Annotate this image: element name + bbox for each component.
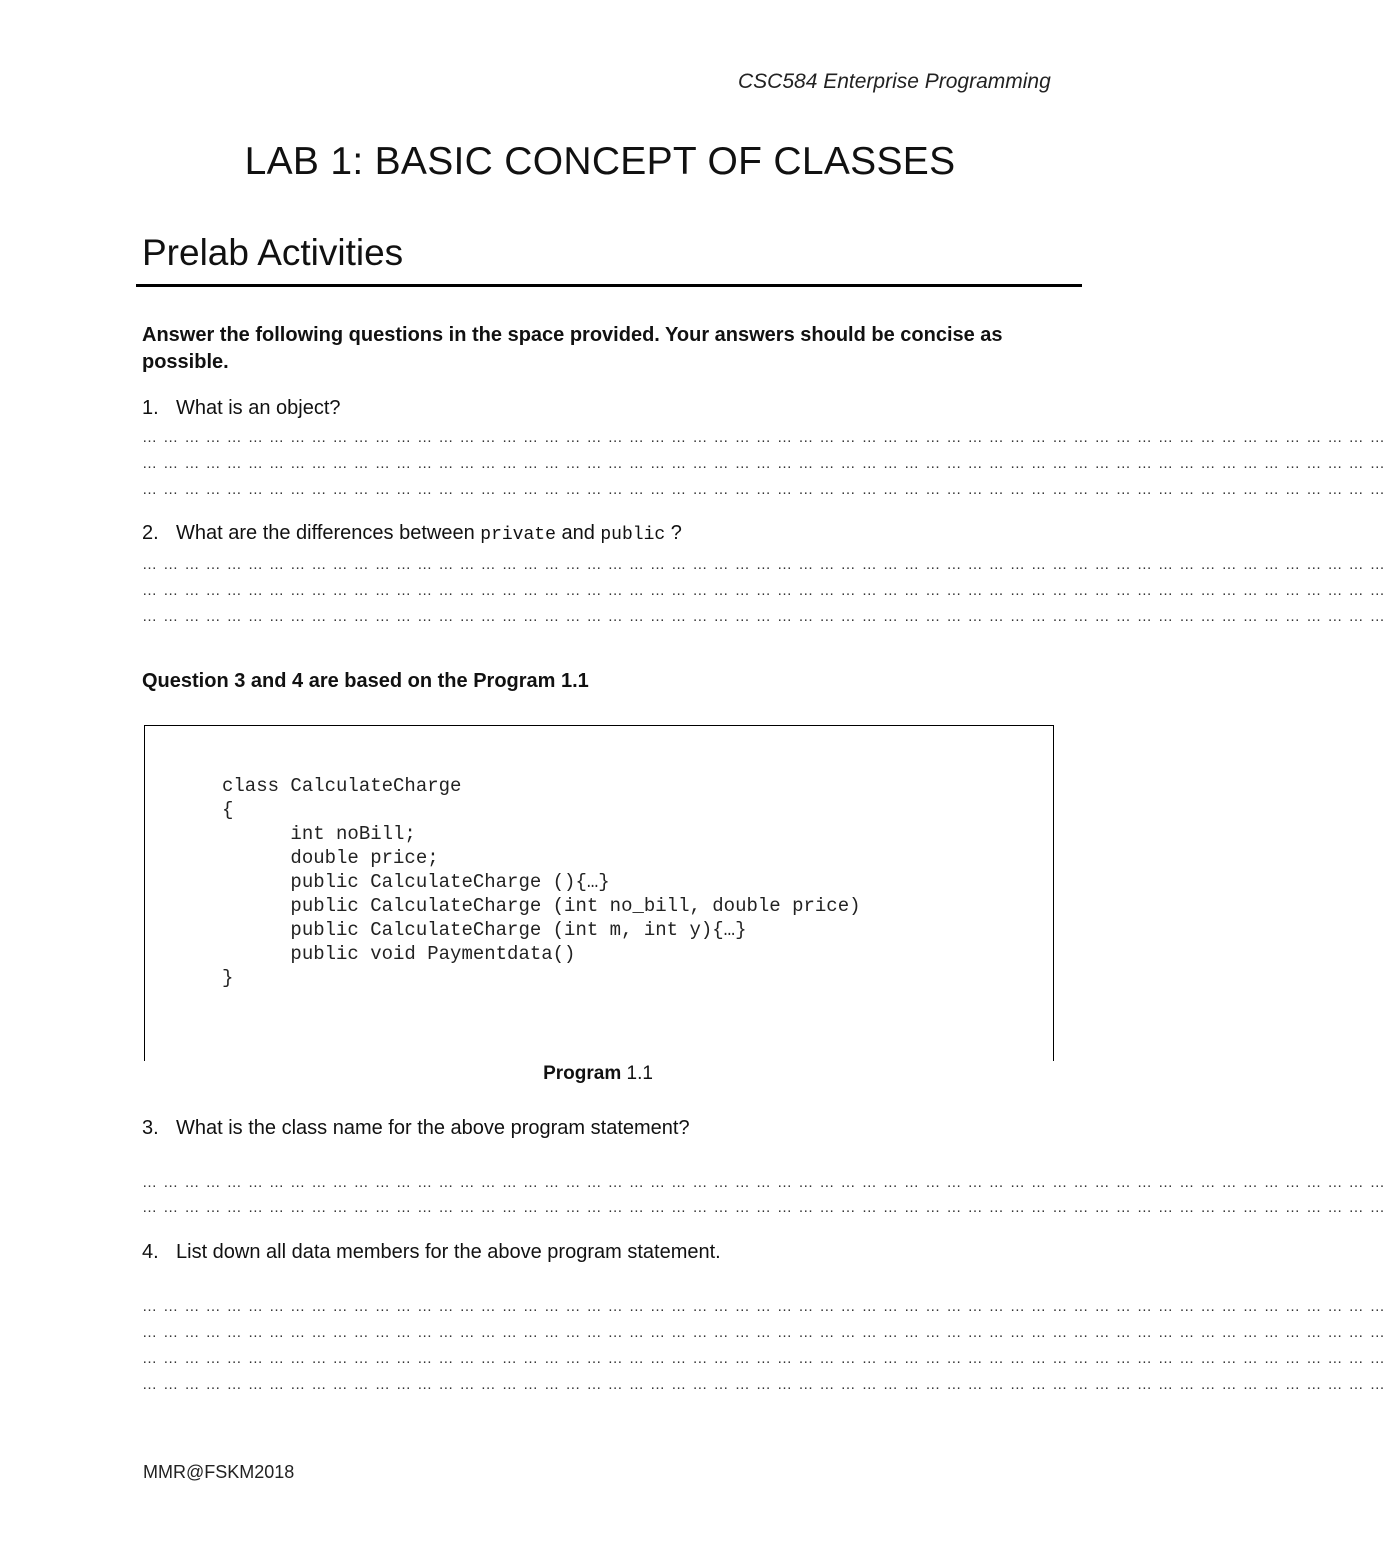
answer-line[interactable]: … … … … … … … … … … … … … … … … … … … … … … … … … … … … … … … … … … … … … … … … … … … … … … … … … … … … … … … … … … … xyxy=(142,608,1386,625)
code-line: { xyxy=(222,799,234,821)
code-line: int noBill; xyxy=(222,823,416,845)
answer-line[interactable]: … … … … … … … … … … … … … … … … … … … … … … … … … … … … … … … … … … … … … … … … … … … … … … … … … … … … … … … … … … … xyxy=(142,582,1386,599)
code-keyword-public: public xyxy=(600,525,666,545)
answer-line[interactable]: … … … … … … … … … … … … … … … … … … … … … … … … … … … … … … … … … … … … … … … … … … … … … … … … … … … … … … … … … … … xyxy=(142,1174,1386,1191)
code-line: public CalculateCharge (int no_bill, double price) xyxy=(222,895,861,917)
code-line: public CalculateCharge (int m, int y){…} xyxy=(222,919,747,941)
caption-label: Program xyxy=(543,1063,622,1084)
question-text: ? xyxy=(665,522,682,544)
section-divider xyxy=(136,284,1082,287)
footer-credit: MMR@FSKM2018 xyxy=(143,1462,295,1482)
course-header: CSC584 Enterprise Programming xyxy=(738,70,1051,93)
question-1 xyxy=(142,397,341,420)
code-line: } xyxy=(222,967,234,989)
program-caption xyxy=(0,1063,1196,1085)
question-text: What is an object? xyxy=(176,397,341,419)
question-text: and xyxy=(555,522,601,544)
question-2 xyxy=(142,522,682,545)
q34-intro: Question 3 and 4 are based on the Program 1.1 xyxy=(142,670,589,692)
code-line: public void Paymentdata() xyxy=(222,943,576,965)
question-text: What are the differences between xyxy=(176,522,481,544)
question-4 xyxy=(142,1241,721,1264)
answer-line[interactable]: … … … … … … … … … … … … … … … … … … … … … … … … … … … … … … … … … … … … … … … … … … … … … … … … … … … … … … … … … … … xyxy=(142,455,1386,472)
answer-line[interactable]: … … … … … … … … … … … … … … … … … … … … … … … … … … … … … … … … … … … … … … … … … … … … … … … … … … … … … … … … … … … xyxy=(142,1376,1386,1393)
code-keyword-private: private xyxy=(480,525,556,545)
question-number: 3. xyxy=(142,1117,159,1139)
answer-line[interactable]: … … … … … … … … … … … … … … … … … … … … … … … … … … … … … … … … … … … … … … … … … … … … … … … … … … … … … … … … … … … xyxy=(142,429,1386,446)
answer-line[interactable]: … … … … … … … … … … … … … … … … … … … … … … … … … … … … … … … … … … … … … … … … … … … … … … … … … … … … … … … … … … … xyxy=(142,1298,1386,1315)
answer-line[interactable]: … … … … … … … … … … … … … … … … … … … … … … … … … … … … … … … … … … … … … … … … … … … … … … … … … … … … … … … … … … … xyxy=(142,481,1386,498)
question-number: 4. xyxy=(142,1241,159,1263)
question-number: 1. xyxy=(142,397,159,419)
section-title: Prelab Activities xyxy=(142,232,404,273)
answer-line[interactable]: … … … … … … … … … … … … … … … … … … … … … … … … … … … … … … … … … … … … … … … … … … … … … … … … … … … … … … … … … … … xyxy=(142,1324,1386,1341)
instructions: Answer the following questions in the space provided. Your answers should be concise as possible. xyxy=(142,324,1003,373)
question-text: What is the class name for the above program statement? xyxy=(176,1117,690,1139)
caption-number: 1.1 xyxy=(621,1063,653,1084)
answer-line[interactable]: … … … … … … … … … … … … … … … … … … … … … … … … … … … … … … … … … … … … … … … … … … … … … … … … … … … … … … … … … … … xyxy=(142,1350,1386,1367)
answer-line[interactable]: … … … … … … … … … … … … … … … … … … … … … … … … … … … … … … … … … … … … … … … … … … … … … … … … … … … … … … … … … … … xyxy=(142,1199,1386,1216)
code-line: class CalculateCharge xyxy=(222,775,462,797)
question-3 xyxy=(142,1117,690,1140)
code-line: public CalculateCharge (){…} xyxy=(222,871,610,893)
question-text: List down all data members for the above program statement. xyxy=(176,1241,721,1263)
code-line: double price; xyxy=(222,847,439,869)
answer-line[interactable]: … … … … … … … … … … … … … … … … … … … … … … … … … … … … … … … … … … … … … … … … … … … … … … … … … … … … … … … … … … … xyxy=(142,556,1386,573)
question-number: 2. xyxy=(142,522,159,544)
lab-title: LAB 1: BASIC CONCEPT OF CLASSES xyxy=(244,140,956,183)
program-code xyxy=(222,750,861,1014)
